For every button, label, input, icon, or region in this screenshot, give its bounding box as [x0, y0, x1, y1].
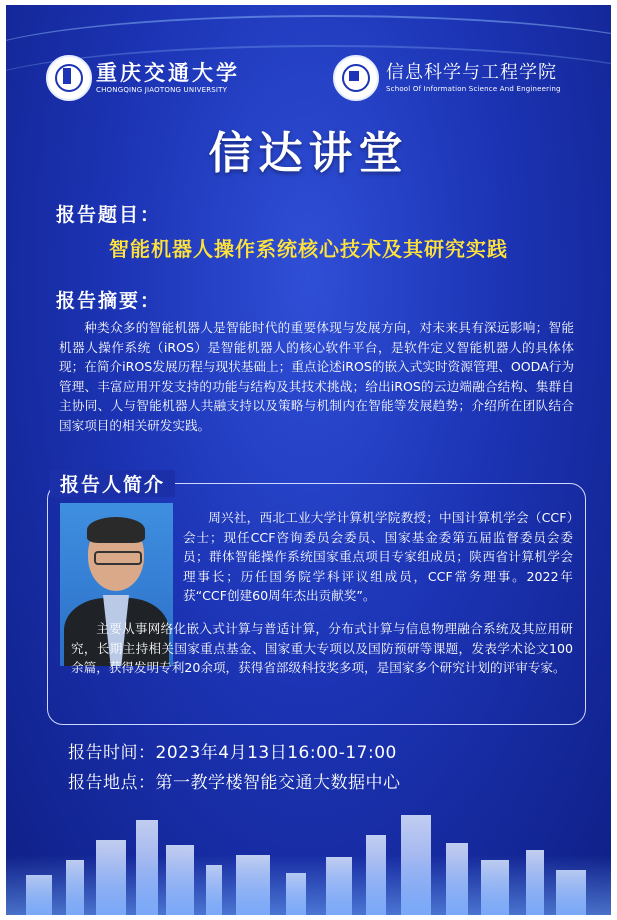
speaker-bio-2: 主要从事网络化嵌入式计算与普适计算，分布式计算与信息物理融合系统及其应用研究，长期主持相关国家重点基金、国家重大专项以及国防预研等课题，发表学术论文100余篇，获得发明专利20余项，获得省部级科技奖多项，是国家多个研究计划的评审专家。	[71, 621, 573, 676]
cqjtu-name-en: CHONGQING JIAOTONG UNIVERSITY	[96, 86, 228, 94]
speaker-heading: 报告人简介	[50, 470, 175, 497]
abstract-heading: 报告摘要：	[56, 290, 162, 312]
lecture-poster	[6, 5, 611, 915]
lecture-time: 报告时间：2023年4月13日16:00-17:00	[68, 743, 397, 763]
speaker-bio-1: 周兴社，西北工业大学计算机学院教授；中国计算机学会（CCF）会士；现任CCF咨询委员会委员、国家基金委第五届监督委员会委员；群体智能操作系统国家重点项目专家组成员；陕西省计算机学会理事长；历任国务院学科评议组成员，CCF常务理事。2022年获“CCF创建60周年杰出贡献奖”。	[183, 510, 573, 604]
topic-text: 智能机器人操作系统核心技术及其研究实践	[109, 237, 508, 261]
lecture-place: 报告地点：第一教学楼智能交通大数据中心	[68, 773, 401, 793]
abstract-text: 种类众多的智能机器人是智能时代的重要体现与发展方向，对未来具有深远影响；智能机器人操作系统（iROS）是智能机器人的核心软件平台，是软件定义智能机器人的具体体现；在简介iROS发展历程与现状基础上；重点论述iROS的嵌入式实时资源管理、OODA行为管理、丰富应用开发支持的功能与结构及其技术挑战；给出iROS的云边端融合结构、集群自主协同、人与智能机器人共融支持以及策略与机制内在智能等发展趋势；介绍所在团队结合国家项目的相关研发实践。	[59, 320, 574, 433]
cqjtu-seal-icon	[46, 55, 92, 101]
school-seal-icon	[333, 55, 379, 101]
school-name-cn: 信息科学与工程学院	[386, 62, 557, 83]
poster-title: 信达讲堂	[208, 128, 409, 179]
cqjtu-name-cn: 重庆交通大学	[96, 60, 240, 85]
logo-row	[6, 55, 611, 115]
city-skyline	[6, 775, 611, 915]
topic-heading: 报告题目：	[56, 204, 162, 226]
school-name-en: School Of Information Science And Engineering	[386, 85, 561, 93]
